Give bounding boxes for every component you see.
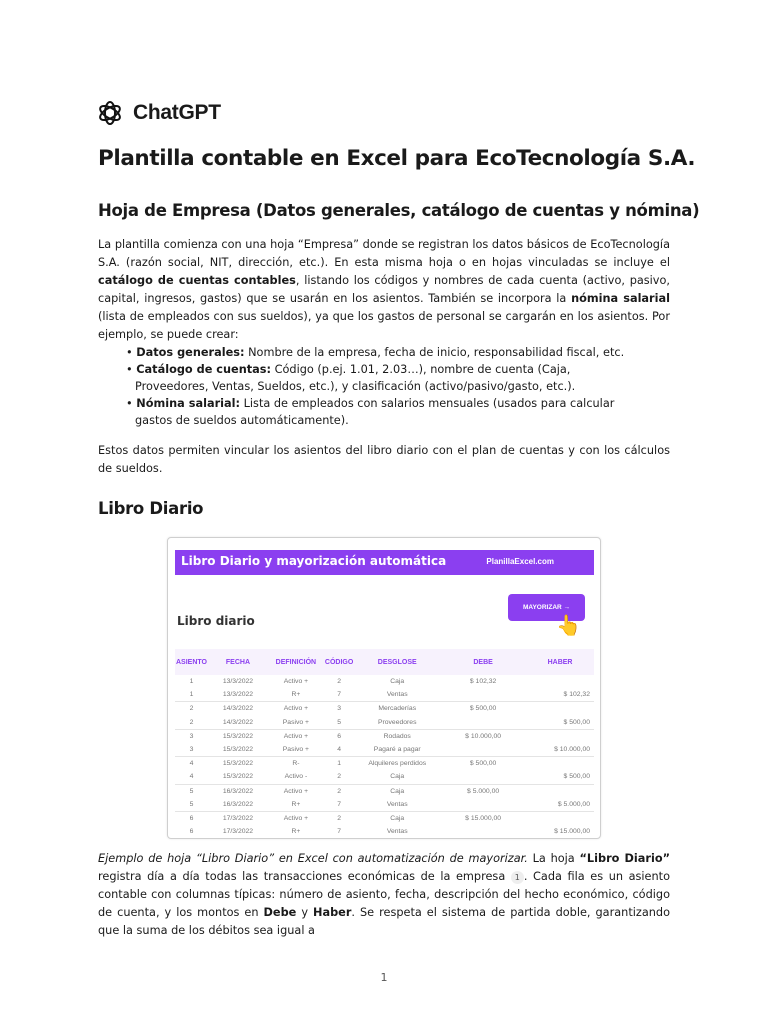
table-row xyxy=(175,743,594,757)
caption-bold: Haber xyxy=(313,906,352,919)
libro-diario-screenshot xyxy=(167,537,601,839)
table-cell xyxy=(440,770,526,784)
table-cell: 4 xyxy=(189,760,194,768)
table-cell: 7 xyxy=(324,688,354,702)
table-cell: Pasivo + xyxy=(268,743,324,757)
table-cell: 2 xyxy=(337,787,341,795)
journal-table xyxy=(175,649,594,838)
table-cell: Pasivo + xyxy=(268,716,324,730)
section-heading-libro-diario: Libro Diario xyxy=(98,499,204,518)
table-row xyxy=(175,798,594,812)
table-row xyxy=(175,825,594,838)
footnote-badge[interactable]: 1 xyxy=(511,871,524,884)
table-cell: R- xyxy=(292,760,300,768)
table-row xyxy=(175,688,594,702)
closing-paragraph: Estos datos permiten vincular los asientos del libro diario con el plan de cuentas y con los cálculos de sueldos. xyxy=(98,444,670,475)
table-cell: Activo - xyxy=(268,770,324,784)
table-row xyxy=(175,716,594,730)
table-cell: 1 xyxy=(175,688,208,702)
table-cell: 16/3/2022 xyxy=(208,798,268,812)
table-cell: 2 xyxy=(175,716,208,730)
table-cell: 13/3/2022 xyxy=(208,688,268,702)
caption-text: La hoja xyxy=(527,852,580,865)
table-cell xyxy=(440,716,526,730)
table-cell: Caja xyxy=(390,787,405,795)
bullet-text: Nombre de la empresa, fecha de inicio, responsabilidad fiscal, etc. xyxy=(244,346,625,359)
table-cell: 15/3/2022 xyxy=(222,732,254,740)
table-cell: Caja xyxy=(354,770,440,784)
table-cell: 6 xyxy=(189,828,194,836)
table-cell: 17/3/2022 xyxy=(222,828,254,836)
table-cell: 1 xyxy=(189,678,194,686)
table-cell: $ 102,32 xyxy=(469,678,497,686)
table-cell: $ 5.000,00 xyxy=(526,798,594,812)
banner-title: Libro Diario y mayorización automática xyxy=(181,554,447,568)
bullet-text: Lista de empleados con salarios mensuales (usados para calcular gastos de sueldos automáticamente). xyxy=(135,397,615,427)
column-header: DEBE xyxy=(440,649,526,675)
column-header: HABER xyxy=(526,649,594,675)
table-cell: $ 10.000,00 xyxy=(465,732,502,740)
column-header: ASIENTO xyxy=(175,649,208,675)
table-cell: Activo + xyxy=(283,678,309,686)
table-cell: $ 500,00 xyxy=(526,770,594,784)
table-cell: Mercaderías xyxy=(378,705,417,713)
table-cell: 5 xyxy=(189,787,194,795)
table-cell xyxy=(526,811,594,825)
table-cell: 6 xyxy=(189,814,194,822)
table-cell: $ 102,32 xyxy=(526,688,594,702)
table-cell: 16/3/2022 xyxy=(222,787,254,795)
table-cell: 7 xyxy=(337,828,341,836)
sheet-subtitle: Libro diario xyxy=(177,614,255,628)
column-header: DEFINICIÓN xyxy=(268,649,324,675)
page-number: 1 xyxy=(380,971,388,984)
table-cell: 15/3/2022 xyxy=(222,760,254,768)
table-cell: $ 500,00 xyxy=(469,760,497,768)
table-cell: Ventas xyxy=(354,688,440,702)
table-cell: 15/3/2022 xyxy=(208,743,268,757)
table-cell xyxy=(440,825,526,838)
chatgpt-logo xyxy=(97,100,221,126)
table-cell xyxy=(440,688,526,702)
caption-text: registra día a día todas las transacciones económicas de la empresa xyxy=(98,870,511,883)
table-cell: 3 xyxy=(337,705,341,713)
table-cell xyxy=(526,784,594,798)
caption-paragraph xyxy=(98,850,670,940)
bullet-list xyxy=(126,344,646,429)
intro-text: , listando los códigos y nombres de cada cuenta (activo, pasivo, capital, ingresos, gastos) que se usarán en los asientos. También se incorpora la xyxy=(98,274,670,305)
caption-bold: Debe xyxy=(263,906,297,919)
table-cell: 5 xyxy=(175,798,208,812)
bold-term: catálogo de cuentas contables xyxy=(98,274,296,287)
table-cell: Proveedores xyxy=(354,716,440,730)
caption-text: . Cada fila es un asiento contable con columnas típicas: número de asiento, fecha, descripción del hecho económico, código de cuenta, y los montos en xyxy=(98,870,670,919)
table-cell: 13/3/2022 xyxy=(222,678,254,686)
table-cell: Pagaré a pagar xyxy=(354,743,440,757)
caption-text: . Se respeta el sistema de partida doble, garantizando que la suma de los débitos sea igual a xyxy=(98,906,670,937)
bullet-label: Nómina salarial: xyxy=(136,397,241,410)
bullet-text: Código (p.ej. 1.01, 2.03…), nombre de cuenta (Caja, Proveedores, Ventas, Sueldos, etc.), y clasificación (activo/pasivo/gasto, etc.). xyxy=(135,363,576,393)
table-cell: 14/3/2022 xyxy=(208,716,268,730)
brand-name: ChatGPT xyxy=(133,101,221,124)
table-cell: Caja xyxy=(390,814,405,822)
banner-site: PlanillaExcel.com xyxy=(486,557,554,566)
document-title: Plantilla contable en Excel para EcoTecnología S.A. xyxy=(98,146,696,171)
column-header: FECHA xyxy=(208,649,268,675)
bullet-label: Catálogo de cuentas: xyxy=(136,363,272,376)
table-cell: 1 xyxy=(337,760,341,768)
table-cell: 15/3/2022 xyxy=(208,770,268,784)
table-cell: 3 xyxy=(189,732,194,740)
bullet-item xyxy=(126,344,646,361)
table-cell: $ 500,00 xyxy=(469,705,497,713)
column-header: DESGLOSE xyxy=(354,649,440,675)
table-cell: $ 500,00 xyxy=(526,716,594,730)
bold-term: nómina salarial xyxy=(571,292,670,305)
table-cell xyxy=(526,702,594,716)
table-cell: $ 15.000,00 xyxy=(465,814,502,822)
table-cell: Activo + xyxy=(283,814,309,822)
table-cell: 4 xyxy=(324,743,354,757)
caption-bold: “Libro Diario” xyxy=(579,852,671,865)
table-cell: Rodados xyxy=(383,732,411,740)
table-cell: Alquileres perdidos xyxy=(368,760,427,768)
table-cell: 2 xyxy=(324,770,354,784)
table-cell: 2 xyxy=(189,705,194,713)
table-cell: 2 xyxy=(337,678,341,686)
column-header: CÓDIGO xyxy=(324,649,354,675)
table-row xyxy=(175,770,594,784)
table-row xyxy=(175,811,594,825)
bullet-item xyxy=(126,361,646,395)
intro-paragraph xyxy=(98,236,670,344)
table-row xyxy=(175,729,594,743)
table-cell: 17/3/2022 xyxy=(222,814,254,822)
table-cell: Ventas xyxy=(386,828,408,836)
table-cell: 3 xyxy=(175,743,208,757)
table-cell: Activo + xyxy=(283,732,309,740)
openai-logo-icon xyxy=(97,100,123,126)
section-heading-empresa: Hoja de Empresa (Datos generales, catálogo de cuentas y nómina) xyxy=(98,201,700,220)
intro-text: La plantilla comienza con una hoja “Empresa” donde se registran los datos básicos de EcoTecnología S.A. (razón social, NIT, dirección, etc.). En esta misma hoja o en hojas vinculadas se incluye el xyxy=(98,238,670,269)
table-cell: Ventas xyxy=(354,798,440,812)
table-cell xyxy=(526,729,594,743)
table-cell xyxy=(440,798,526,812)
table-cell: R+ xyxy=(291,828,301,836)
intro-text: (lista de empleados con sus sueldos), ya que los gastos de personal se cargarán en los asientos. Por ejemplo, se puede crear: xyxy=(98,310,670,341)
table-cell: R+ xyxy=(268,798,324,812)
table-cell: $ 5.000,00 xyxy=(467,787,500,795)
pointer-hand-icon: 👆 xyxy=(556,613,581,637)
table-cell: Caja xyxy=(390,678,405,686)
table-row xyxy=(175,675,594,688)
table-cell xyxy=(440,743,526,757)
table-cell xyxy=(526,675,594,688)
table-cell: 5 xyxy=(324,716,354,730)
table-cell: 6 xyxy=(337,732,341,740)
table-cell: $ 10.000,00 xyxy=(526,743,594,757)
banner xyxy=(175,550,594,575)
table-row xyxy=(175,784,594,798)
table-cell: 14/3/2022 xyxy=(222,705,254,713)
table-cell: Activo + xyxy=(283,787,309,795)
caption-text: y xyxy=(296,906,313,919)
table-cell: R+ xyxy=(268,688,324,702)
caption-italic: Ejemplo de hoja “Libro Diario” en Excel con automatización de mayorizar. xyxy=(98,852,528,865)
table-row xyxy=(175,702,594,716)
table-cell xyxy=(526,757,594,771)
table-cell: 7 xyxy=(324,798,354,812)
table-row xyxy=(175,757,594,771)
table-cell: 4 xyxy=(175,770,208,784)
table-cell: 2 xyxy=(337,814,341,822)
mayorizar-button: MAYORIZAR → xyxy=(508,594,585,621)
table-cell: $ 15.000,00 xyxy=(554,828,590,836)
bullet-label: Datos generales: xyxy=(136,346,245,359)
table-cell: Activo + xyxy=(283,705,309,713)
bullet-item xyxy=(126,395,646,429)
